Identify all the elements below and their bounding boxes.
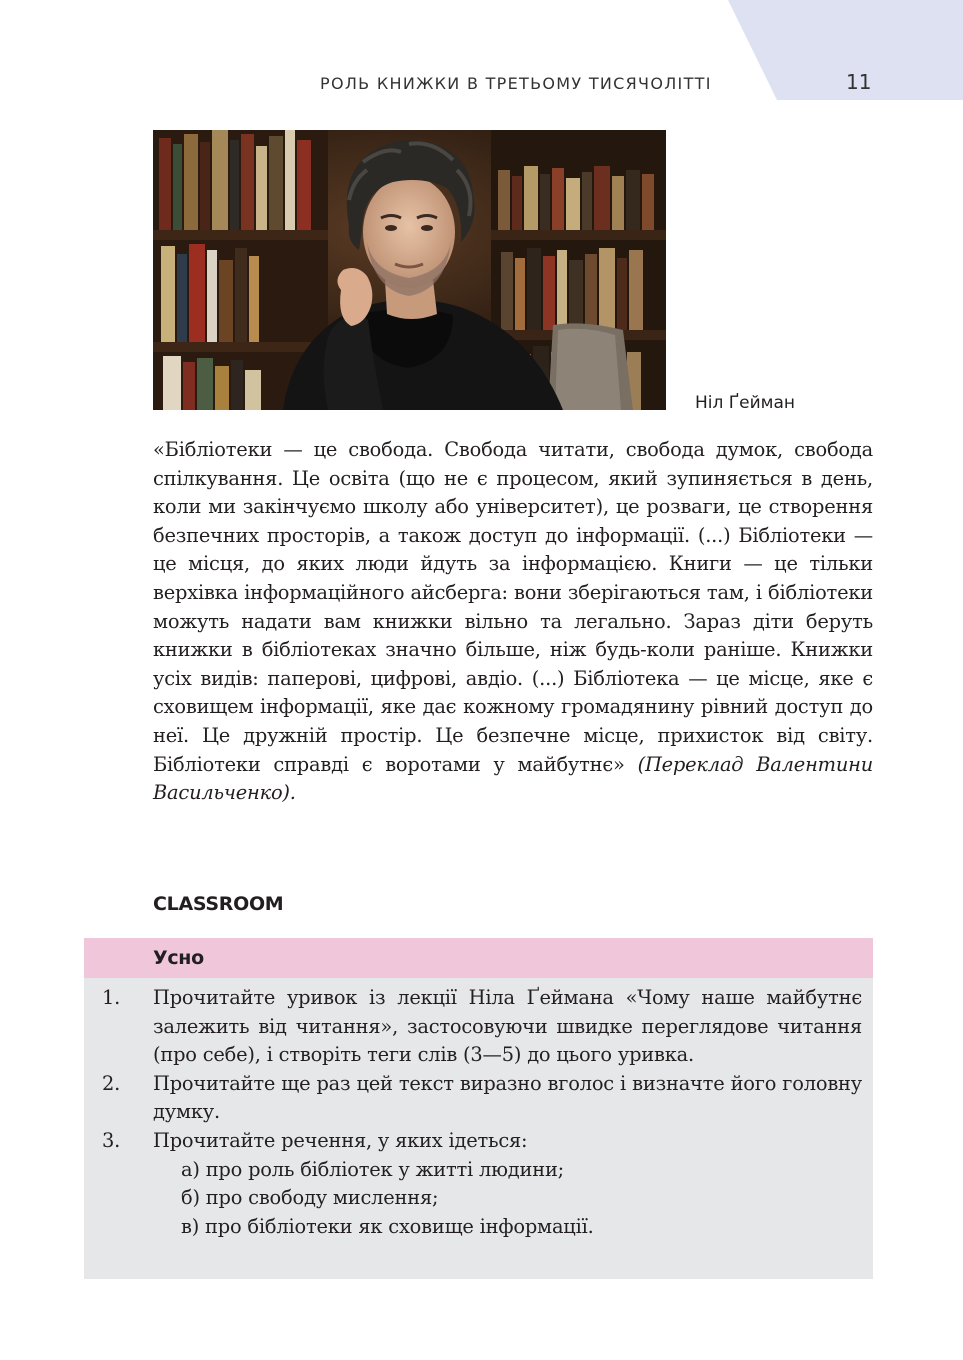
task-item bbox=[84, 1127, 873, 1241]
tasks-header bbox=[84, 938, 873, 978]
task-text: Прочитайте уривок із лекції Ніла Ґеймана «Чому наше майбутнє залежить від читання», застосовуючи швидке переглядове читання (про себе), і створіть теги слів (3—5) до цього уривка. bbox=[153, 986, 862, 1067]
subitem-list bbox=[153, 1156, 862, 1242]
task-number: 3. bbox=[102, 1128, 121, 1152]
author-photo bbox=[153, 130, 666, 410]
task-number: 1. bbox=[102, 986, 121, 1009]
author-photo-illustration bbox=[153, 130, 666, 410]
task-text: Прочитайте речення, у яких ідеться: bbox=[153, 1128, 528, 1152]
subitem: в) про бібліотеки як сховище інформації. bbox=[181, 1214, 594, 1238]
task-text: Прочитайте ще раз цей текст виразно вголос і визначте його головну думку. bbox=[153, 1071, 862, 1124]
tasks-box bbox=[84, 978, 873, 1279]
task-item bbox=[84, 984, 873, 1070]
page-number: 11 bbox=[846, 70, 872, 94]
tasks-header-label: Усно bbox=[153, 947, 204, 969]
subitem: б) про свободу мислення; bbox=[181, 1186, 439, 1210]
task-list bbox=[84, 984, 873, 1241]
task-item bbox=[84, 1070, 873, 1127]
running-title: РОЛЬ КНИЖКИ В ТРЕТЬОМУ ТИСЯЧОЛІТТІ bbox=[320, 74, 712, 93]
task-number: 2. bbox=[102, 1071, 121, 1095]
quote-body: «Бібліотеки — це свобода. Свобода читати, свобода думок, свобода спілкування. Це освіта (що не є процесом, який зупиняється в день, коли ми закінчуємо школу або університет), це розваги, це створення безпечних просторів, а також доступ до інформації. (...) Бібліотеки — це місця, до яких люди йдуть за інформацією. Книги — це тільки верхівка інформаційного айсберга: вони зберігаються там, і бібліотеки можуть надати вам книжки вільно та легально. Зараз діти беруть книжки в бібліотеках значно більше, ніж будь-коли раніше. Книжки усіх видів: паперові, цифрові, авдіо. (...) Бібліотека — це місце, яке є сховищем інформації, яке дає кожному громадянину рівний доступ до неї. Це дружній простір. Це безпечне місце, прихисток від світу. Бібліотеки справді є воротами у майбутнє» bbox=[153, 438, 873, 776]
photo-caption: Ніл Ґейман bbox=[695, 393, 796, 413]
translator-note: (Переклад Валентини Васильченко). bbox=[153, 752, 873, 805]
section-heading: CLASSROOM bbox=[153, 893, 284, 915]
subitem: а) про роль бібліотек у житті людини; bbox=[181, 1157, 565, 1181]
quote-text bbox=[153, 436, 873, 808]
